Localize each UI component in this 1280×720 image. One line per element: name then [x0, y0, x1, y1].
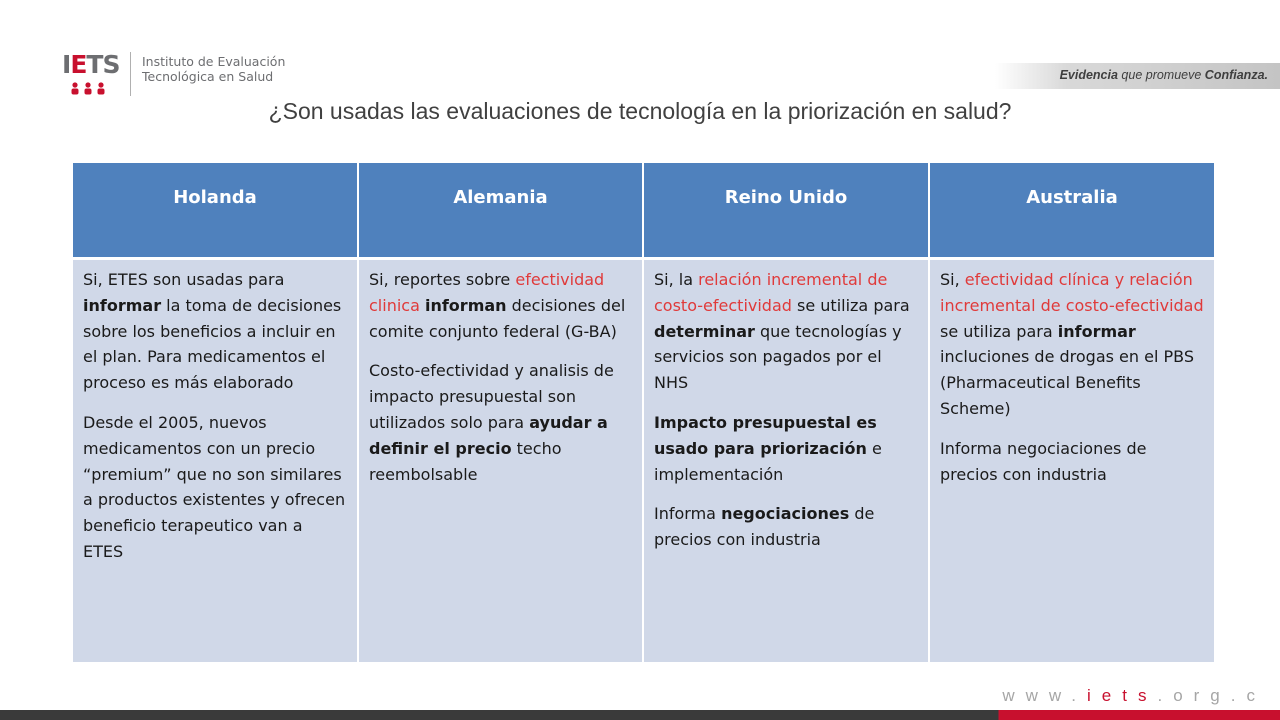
bottom-bar	[0, 710, 1280, 720]
people-icon	[70, 82, 110, 96]
alemania-paragraph-2: Costo-efectividad y analisis de impacto presupuestal son utilizados solo para ayudar a definir el precio techo reembolsable	[369, 361, 614, 484]
website-url: www.iets.org.c	[1002, 686, 1266, 705]
comparison-table	[73, 163, 1214, 662]
reino-unido-paragraph-2: Impacto presupuestal es usado para priorización e implementación	[654, 412, 882, 484]
institute-name-line1: Instituto de Evaluación	[142, 54, 286, 69]
cell-australia	[929, 259, 1214, 663]
cell-holanda	[73, 259, 358, 663]
institute-name-line2: Tecnológica en Salud	[142, 69, 274, 84]
cell-alemania	[358, 259, 643, 663]
holanda-paragraph-2: Desde el 2005, nuevos medicamentos con un precio “premium” que no son similares a productos existentes y ofrecen beneficio terapeutico van a ETES	[83, 412, 346, 561]
reino-unido-paragraph-3: Informa negociaciones de precios con industria	[654, 504, 875, 550]
holanda-paragraph-1: Si, ETES son usadas para informar la toma de decisiones sobre los beneficios a incluir en el plan. Para medicamentos el proceso es más elaborado	[83, 270, 342, 393]
iets-logo	[58, 46, 288, 98]
header-reino-unido: Reino Unido	[643, 163, 929, 259]
cell-reino-unido	[643, 259, 929, 663]
australia-paragraph-1: Si, efectividad clínica y relación incremental de costo-efectividad se utiliza para informar incluciones de drogas en el PBS (Pharmaceutical Benefits Scheme)	[940, 270, 1204, 418]
header-alemania: Alemania	[358, 163, 643, 259]
header-australia: Australia	[929, 163, 1214, 259]
reino-unido-paragraph-1: Si, la relación incremental de costo-efectividad se utiliza para determinar que tecnologías y servicios son pagados por el NHS	[654, 270, 910, 393]
table-row	[73, 259, 1214, 663]
page-title: ¿Son usadas las evaluaciones de tecnología en la priorización en salud?	[268, 98, 1012, 124]
logo-letters: IETS	[62, 50, 120, 79]
tagline-bar	[995, 63, 1280, 89]
table-header-row	[73, 163, 1214, 259]
institute-name	[142, 54, 285, 84]
logo-separator	[130, 52, 131, 96]
tagline: Evidencia que promueve Confianza.	[1059, 68, 1268, 82]
alemania-paragraph-1: Si, reportes sobre efectividad clinica informan decisiones del comite conjunto federal (G-BA)	[369, 270, 626, 341]
header-holanda: Holanda	[73, 163, 358, 259]
australia-paragraph-2: Informa negociaciones de precios con industria	[940, 438, 1147, 484]
iets-logo-mark	[58, 46, 120, 96]
